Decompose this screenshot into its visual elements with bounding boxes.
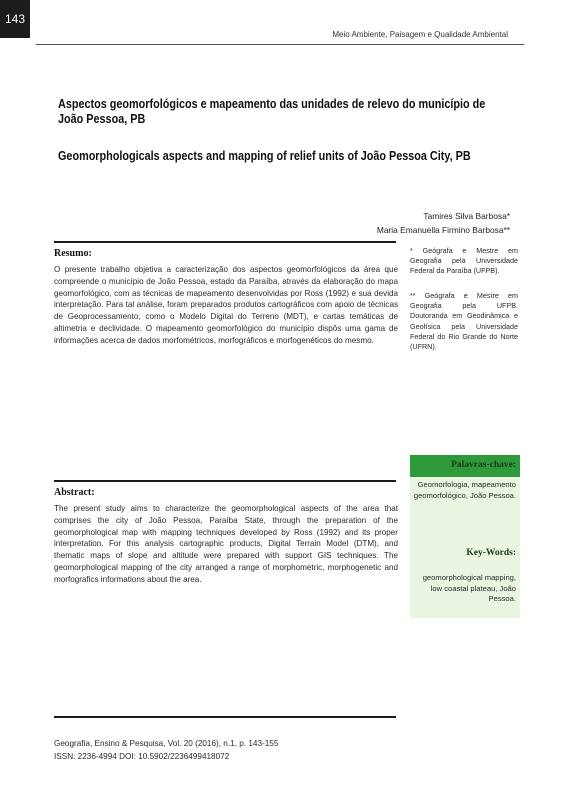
footer-rule xyxy=(54,716,396,718)
journal-section-header: Meio Ambiente, Paisagem e Qualidade Ambiental xyxy=(332,30,508,39)
resumo-heading: Resumo: xyxy=(54,248,92,259)
author-note-1: * Geógrafa e Mestre em Geografia pela Universidade Federal da Paraíba (UFPB). xyxy=(410,246,518,276)
article-title-english: Geomorphologicals aspects and mapping of relief units of João Pessoa City, PB xyxy=(58,149,471,163)
journal-citation: Geografia, Ensino & Pesquisa, Vol. 20 (2016), n.1, p. 143-155 xyxy=(54,739,279,748)
abstract-text: The present study aims to characterize the geomorphological aspects of the area that comprises the city of João Pessoa, Paraíba State, through the preparation of the geomorphological map with mapping techniques developed by Ross (1992) and its proper interpretation. For this analysis cartographic products, Digital Terrain Model (DTM), and thematic maps of slope and altitude were prepared with support GIS techniques. The geomorphological mapping of the city arranged a range of morphometric, morphogenetic and morfografics informations about the area. xyxy=(54,504,398,584)
keywords-pt-heading: Palavras-chave: xyxy=(451,460,516,470)
keywords-en-heading: Key-Words: xyxy=(466,548,516,558)
article-title-portuguese: Aspectos geomorfológicos e mapeamento das unidades de relevo do município de João Pessoa, PB xyxy=(58,97,486,126)
keywords-en-text: geomorphological mapping, low coastal plateau, João Pessoa. xyxy=(422,573,516,604)
author-note-2: ** Geógrafa e Mestre em Geografia pela UFPB. Doutoranda em Geodinâmica e Geofísica pela Universidade Federal do Rio Grande do Norte (UFRN). xyxy=(410,291,518,352)
author-2: Maria Emanuella Firmino Barbosa** xyxy=(376,225,510,235)
resumo-text: O presente trabalho objetiva a caracterização dos aspectos geomorfológicos da área que compreende o município de João Pessoa, estado da Paraíba, através da elaboração do mapa geomorfológico, com as técnicas de mapeamento desenvolvidas por Ross (1992) e sua devida interpretação. Para tal análise, foram preparados produtos cartográficos com apoio de técnicas de Geoprocessamento, como o Modelo Digital do Terreno (MDT), e cartas temáticas de altimetria e declividade. O mapeamento geomorfológico do município dispôs uma gama de informações acerca de dados morfométricos, morfográficos e morfogenéticos do mesmo. xyxy=(54,265,398,345)
author-1: Tamires Silva Barbosa* xyxy=(423,211,510,221)
page-number: 143 xyxy=(0,0,30,38)
resumo-top-rule xyxy=(54,241,396,243)
issn-doi: ISSN: 2236-4994 DOI: 10.5902/2236499418072 xyxy=(54,752,230,761)
keywords-pt-text: Geomorfologia, mapeamento geomorfológico, João Pessoa. xyxy=(413,480,516,500)
abstract-heading: Abstract: xyxy=(54,487,95,498)
header-divider xyxy=(36,44,524,45)
abstract-top-rule xyxy=(54,480,396,482)
